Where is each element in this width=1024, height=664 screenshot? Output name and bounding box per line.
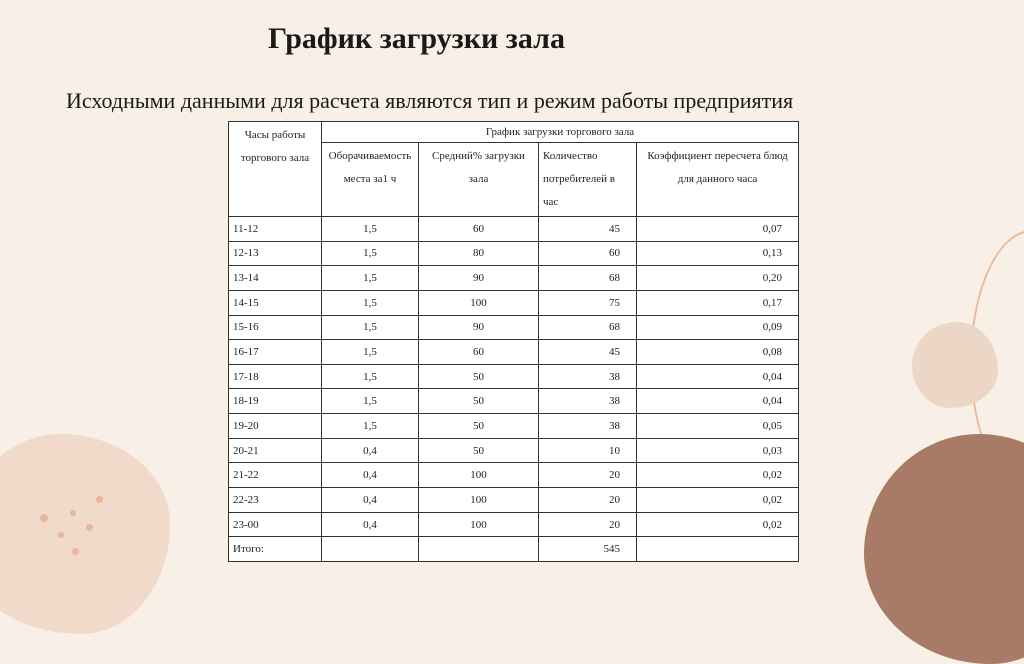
cell-coefficient: 0,02 [637, 463, 799, 488]
table-row [229, 463, 799, 488]
table-row [229, 389, 799, 414]
cell-consumers: 38 [539, 364, 637, 389]
cell-hours: 12-13 [229, 241, 322, 266]
cell-turnover: 1,5 [322, 364, 419, 389]
total-label: Итого: [229, 537, 322, 562]
cell-consumers: 45 [539, 217, 637, 242]
cell-coefficient: 0,09 [637, 315, 799, 340]
cell-avg-load: 60 [419, 217, 539, 242]
total-empty [322, 537, 419, 562]
cell-consumers: 38 [539, 389, 637, 414]
total-value: 545 [539, 537, 637, 562]
table-row [229, 488, 799, 513]
cell-coefficient: 0,04 [637, 364, 799, 389]
cell-hours: 21-22 [229, 463, 322, 488]
cell-turnover: 1,5 [322, 217, 419, 242]
decorative-blob-left [0, 434, 170, 634]
table-row [229, 364, 799, 389]
table-row [229, 241, 799, 266]
cell-coefficient: 0,02 [637, 488, 799, 513]
table-body [229, 217, 799, 562]
table-row [229, 340, 799, 365]
cell-coefficient: 0,08 [637, 340, 799, 365]
group-header: График загрузки торгового зала [322, 122, 799, 143]
column-header-avg-load: Средний% загрузки зала [419, 143, 539, 217]
table-row [229, 438, 799, 463]
table-total-row [229, 537, 799, 562]
cell-avg-load: 100 [419, 290, 539, 315]
hall-load-table-container [228, 121, 798, 562]
table-row [229, 512, 799, 537]
cell-coefficient: 0,03 [637, 438, 799, 463]
cell-hours: 11-12 [229, 217, 322, 242]
table-row [229, 290, 799, 315]
cell-avg-load: 50 [419, 438, 539, 463]
cell-consumers: 60 [539, 241, 637, 266]
cell-avg-load: 50 [419, 364, 539, 389]
cell-consumers: 68 [539, 266, 637, 291]
cell-avg-load: 50 [419, 389, 539, 414]
total-empty [419, 537, 539, 562]
cell-turnover: 1,5 [322, 414, 419, 439]
cell-hours: 15-16 [229, 315, 322, 340]
total-empty [637, 537, 799, 562]
cell-hours: 17-18 [229, 364, 322, 389]
cell-consumers: 20 [539, 463, 637, 488]
column-header-hours: Часы работы торгового зала [229, 122, 322, 217]
cell-avg-load: 100 [419, 463, 539, 488]
decorative-blob-right-big [864, 434, 1024, 664]
table-row [229, 414, 799, 439]
cell-turnover: 1,5 [322, 315, 419, 340]
cell-coefficient: 0,20 [637, 266, 799, 291]
hall-load-table [228, 121, 799, 562]
cell-hours: 22-23 [229, 488, 322, 513]
column-header-consumers: Количество потребителей в час [539, 143, 637, 217]
cell-turnover: 0,4 [322, 463, 419, 488]
cell-consumers: 20 [539, 512, 637, 537]
cell-avg-load: 80 [419, 241, 539, 266]
table-row [229, 266, 799, 291]
cell-turnover: 1,5 [322, 340, 419, 365]
cell-hours: 14-15 [229, 290, 322, 315]
cell-avg-load: 50 [419, 414, 539, 439]
cell-avg-load: 90 [419, 266, 539, 291]
cell-turnover: 0,4 [322, 512, 419, 537]
cell-avg-load: 90 [419, 315, 539, 340]
cell-hours: 19-20 [229, 414, 322, 439]
cell-hours: 20-21 [229, 438, 322, 463]
cell-coefficient: 0,13 [637, 241, 799, 266]
table-row [229, 217, 799, 242]
cell-consumers: 45 [539, 340, 637, 365]
cell-coefficient: 0,04 [637, 389, 799, 414]
cell-turnover: 1,5 [322, 266, 419, 291]
cell-turnover: 1,5 [322, 389, 419, 414]
cell-consumers: 20 [539, 488, 637, 513]
column-header-coefficient: Коэффициент пересчета блюд для данного часа [637, 143, 799, 217]
cell-consumers: 75 [539, 290, 637, 315]
cell-consumers: 38 [539, 414, 637, 439]
cell-turnover: 0,4 [322, 438, 419, 463]
cell-hours: 13-14 [229, 266, 322, 291]
cell-avg-load: 100 [419, 512, 539, 537]
cell-avg-load: 60 [419, 340, 539, 365]
cell-hours: 23-00 [229, 512, 322, 537]
cell-hours: 16-17 [229, 340, 322, 365]
page-title: График загрузки зала [268, 22, 565, 55]
column-header-turnover: Оборачиваемость места за1 ч [322, 143, 419, 217]
cell-turnover: 1,5 [322, 241, 419, 266]
cell-coefficient: 0,07 [637, 217, 799, 242]
cell-consumers: 68 [539, 315, 637, 340]
table-row [229, 315, 799, 340]
cell-coefficient: 0,02 [637, 512, 799, 537]
cell-coefficient: 0,05 [637, 414, 799, 439]
cell-hours: 18-19 [229, 389, 322, 414]
page-subtitle: Исходными данными для расчета являются тип и режим работы предприятия [66, 88, 794, 113]
cell-turnover: 0,4 [322, 488, 419, 513]
cell-avg-load: 100 [419, 488, 539, 513]
decorative-blob-right-small [912, 322, 998, 408]
cell-consumers: 10 [539, 438, 637, 463]
cell-turnover: 1,5 [322, 290, 419, 315]
cell-coefficient: 0,17 [637, 290, 799, 315]
